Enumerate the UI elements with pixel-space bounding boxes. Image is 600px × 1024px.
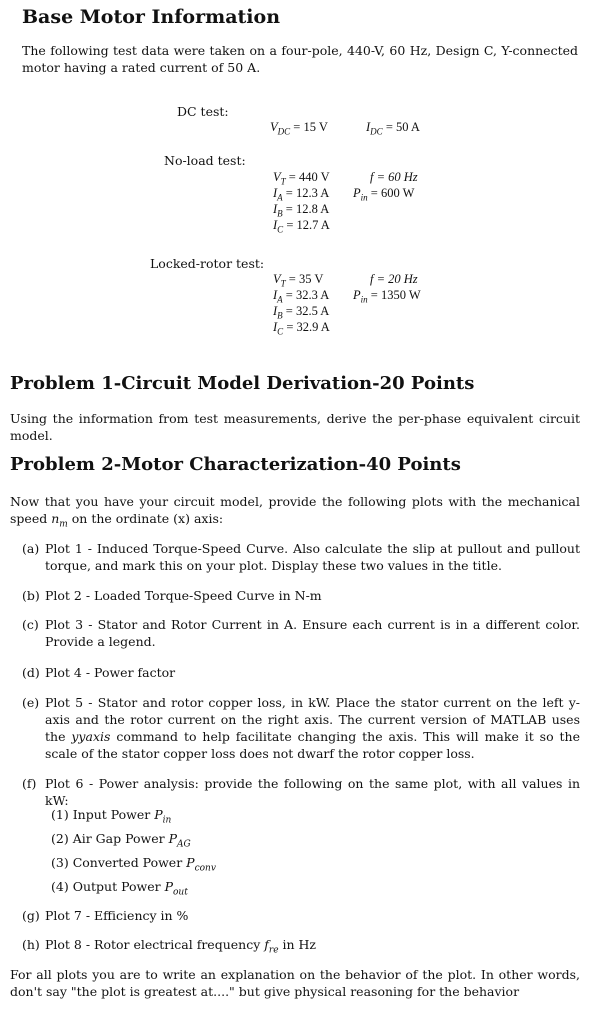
list-item-h: (h) Plot 8 - Rotor electrical frequency $f_{re}$ in Hz [22,937,317,956]
problem-2-intro: Now that you have your circuit model, provide the following plots with the mechanical speed $n_m$ on the ordinate (x) axis: [10,494,580,530]
noload-ic: $I_C = 12.7$ A [273,218,330,235]
noload-test-label: No-load test: [164,153,246,168]
locked-rotor-test-label: Locked-rotor test: [150,256,265,271]
dc-test-label: DC test: [177,104,229,119]
noload-ia: $I_A = 12.3$ A [273,186,330,203]
noload-frequency: f = 60 Hz [370,170,418,184]
problem-1-title: Problem 1-Circuit Model Derivation-20 Points [10,373,475,394]
problem-1-text: Using the information from test measurements, derive the per-phase equivalent circuit model. [10,411,580,443]
subitem-input-power: (1) Input Power $P_{in}$ [51,807,172,826]
subitem-output-power: (4) Output Power $P_{out}$ [51,879,188,898]
closing-paragraph: For all plots you are to write an explanation on the behavior of the plot. In other words, don't say "the plot is greatest at...." but give physical reasoning for the behavior [10,967,580,999]
list-item-c: (c) Plot 3 - Stator and Rotor Current in A. Ensure each current is in a different color. Provide a legend. [22,617,580,649]
noload-ib: $I_B = 12.8$ A [273,202,330,219]
dc-current: $I_{DC} = 50$ A [366,120,420,137]
locked-ic: $I_C = 32.9$ A [273,320,330,337]
list-item-b: (b) Plot 2 - Loaded Torque-Speed Curve in N-m [22,588,322,603]
locked-frequency: f = 20 Hz [370,272,418,286]
problem-2-title: Problem 2-Motor Characterization-40 Points [10,454,461,475]
locked-pin: $P_{in} = 1350$ W [353,288,421,305]
section-title-base-motor: Base Motor Information [22,6,281,28]
list-item-a: (a) Plot 1 - Induced Torque-Speed Curve. Also calculate the slip at pullout and pullout torque, and mark this on your plot. Display these two values in the title. [22,541,580,573]
locked-ia: $I_A = 32.3$ A [273,288,330,305]
locked-ib: $I_B = 32.5$ A [273,304,330,321]
locked-vt: $V_T = 35$ V [273,272,324,289]
list-item-f: (f) Plot 6 - Power analysis: provide the following on the same plot, with all values in kW: [22,776,580,808]
list-item-d: (d) Plot 4 - Power factor [22,665,176,680]
list-item-g: (g) Plot 7 - Efficiency in % [22,908,189,923]
subitem-converted-power: (3) Converted Power $P_{conv}$ [51,855,216,874]
dc-voltage: $V_{DC} = 15$ V [270,120,328,137]
base-intro-paragraph: The following test data were taken on a four-pole, 440-V, 60 Hz, Design C, Y-connected motor having a rated current of 50 A. [22,43,578,75]
noload-vt: $V_T = 440$ V [273,170,330,187]
noload-pin: $P_{in} = 600$ W [353,186,415,203]
subitem-air-gap-power: (2) Air Gap Power $P_{AG}$ [51,831,191,850]
list-item-e: (e) Plot 5 - Stator and rotor copper loss, in kW. Place the stator current on the left y-axis and the rotor current on the right axis. The current version of MATLAB uses the yyaxis command to help facilitate changing the axis. This will make it so the scale of the stator copper loss does not dwarf the rotor copper loss. [22,695,580,761]
